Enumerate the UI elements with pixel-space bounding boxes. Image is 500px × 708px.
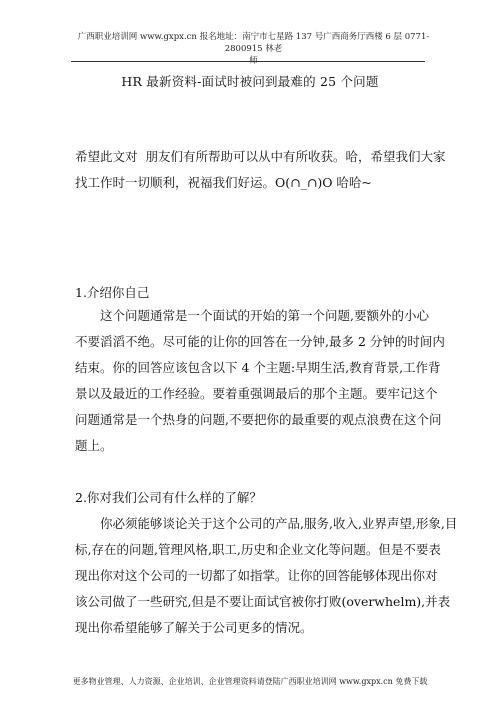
document-title: HR 最新资料-面试时被问到最难的 25 个问题 bbox=[121, 74, 379, 89]
section-1-line: 这个问题通常是一个面试的开始的第一个问题,要额外的小心 bbox=[100, 308, 429, 323]
section-2-heading: 2.你对我们公司有什么样的了解？ bbox=[75, 490, 262, 505]
section-1-line: 结束。你的回答应该包含以下 4 个主题:早期生活,教育背景,工作背 bbox=[75, 360, 441, 375]
section-1-line: 景以及最近的工作经验。要着重强调最后的那个主题。要牢记这个 bbox=[75, 386, 438, 401]
section-1-heading: 1.介绍你自己 bbox=[75, 285, 150, 300]
section-2-line: 你必须能够谈论关于这个公司的产品,服务,收入,业界声望,形象,目 bbox=[100, 516, 458, 531]
header-line-2: 师 bbox=[249, 56, 258, 66]
section-2-line: 该公司做了一些研究,但是不要让面试官被你打败(overwhelm),并表 bbox=[75, 594, 451, 609]
intro-line-2: 找工作时一切顺利，祝福我们好运。O(∩_∩)O 哈哈~ bbox=[75, 175, 372, 190]
section-2-line: 标,存在的问题,管理风格,职工,历史和企业文化等问题。但是不要表 bbox=[75, 542, 441, 557]
section-2-line: 现出你希望能够了解关于公司更多的情况。 bbox=[75, 620, 313, 635]
section-1-line: 问题通常是一个热身的问题,不要把你的最重要的观点浪费在这个问 bbox=[75, 412, 442, 427]
section-1-line: 题上。 bbox=[75, 438, 113, 453]
section-2-line: 现出你对这个公司的一切都了如指掌。让你的回答能够体现出你对 bbox=[75, 568, 438, 583]
header-divider bbox=[71, 61, 425, 62]
intro-line-1: 希望此文对 朋友们有所帮助可以从中有所收获。哈，希望我们大家 bbox=[75, 149, 446, 164]
section-1-line: 不要滔滔不绝。尽可能的让你的回答在一分钟,最多 2 分钟的时间内 bbox=[75, 334, 445, 349]
page-footer: 更多物业管理、人力资源、企业培训、企业管理资料请登陆广西职业培训网 www.gxpx.cn 免费下载 bbox=[72, 677, 428, 686]
header-line-1: 广西职业培训网 www.gxpx.cn 报名地址：南宁市七星路 137 号广西商务厅西楼 6 层 0771-2800915 林老 bbox=[77, 32, 430, 54]
